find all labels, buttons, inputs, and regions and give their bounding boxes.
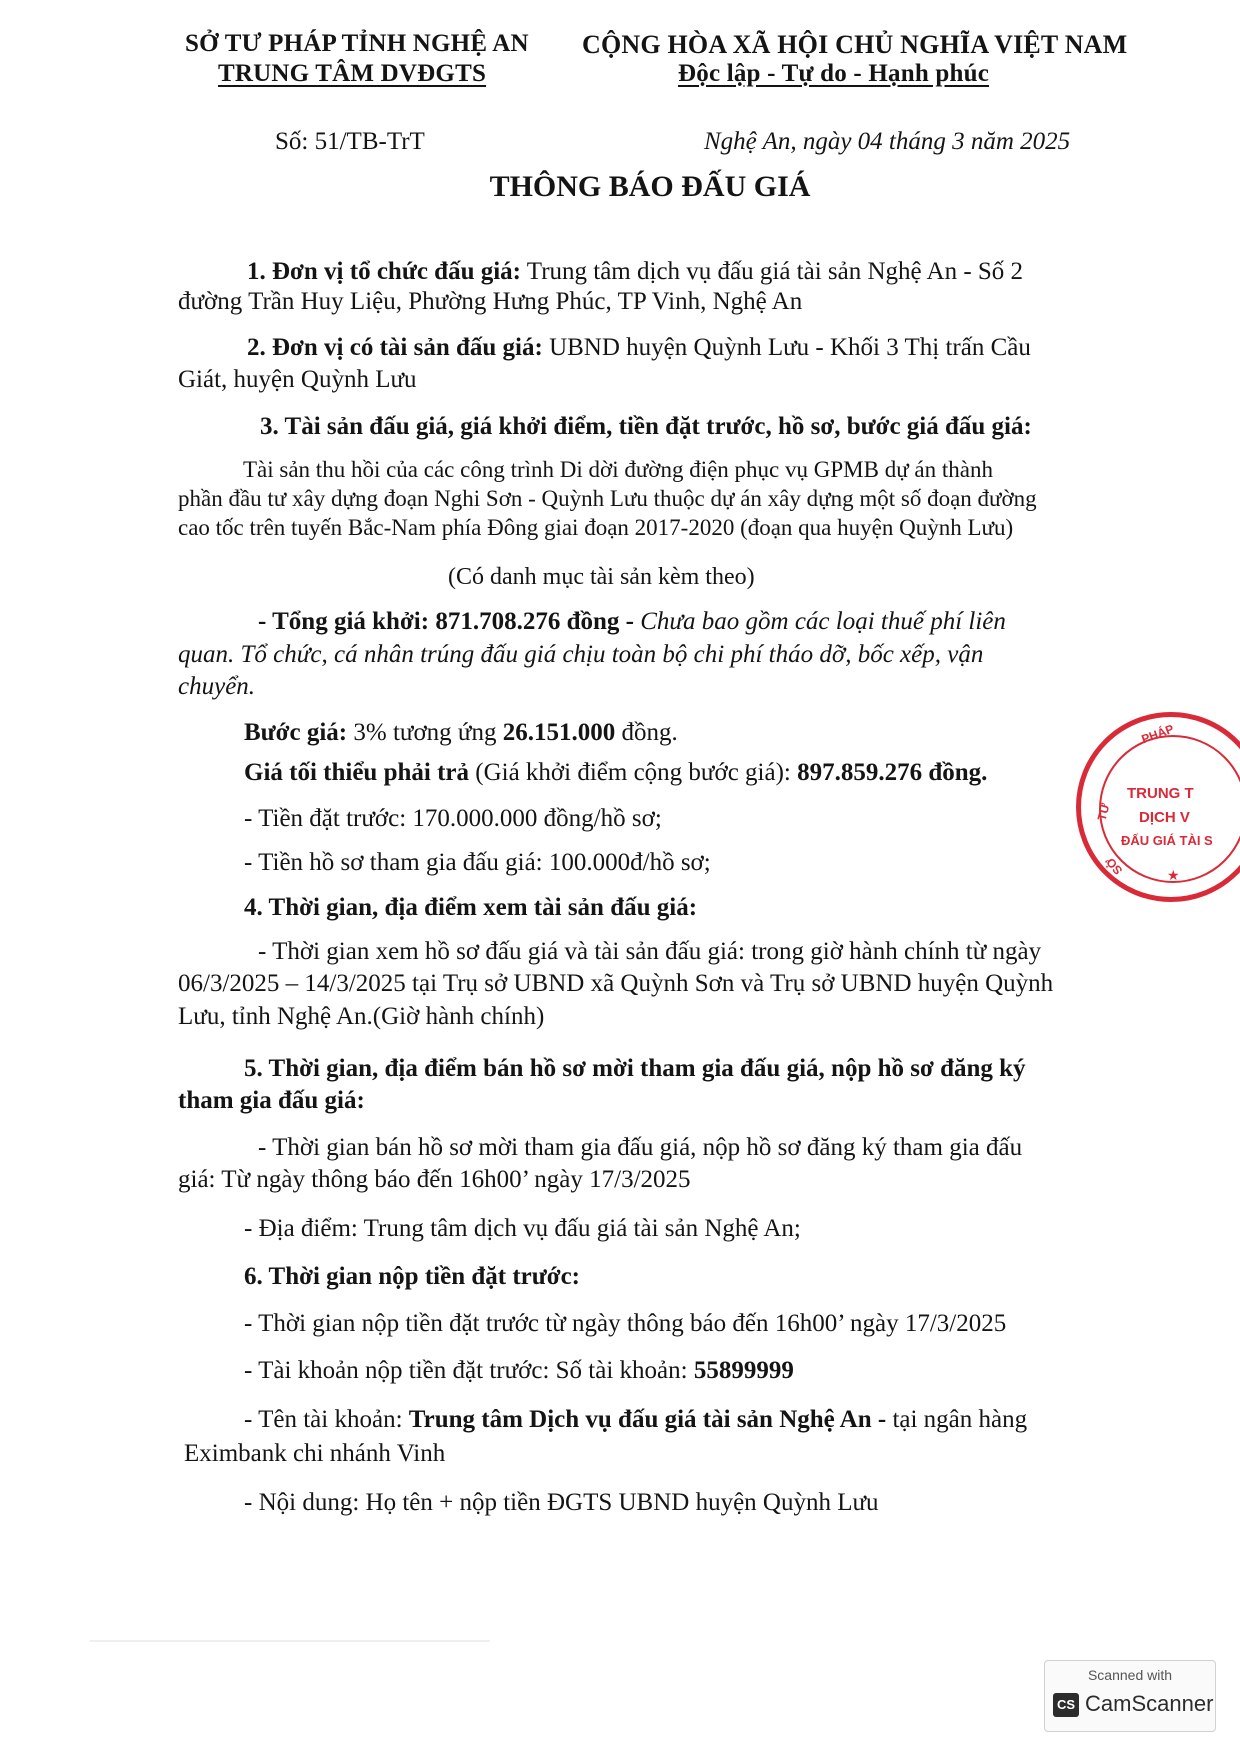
national-title: CỘNG HÒA XÃ HỘI CHỦ NGHĨA VIỆT NAM — [582, 30, 1128, 59]
account-name-line: - Tên tài khoản: Trung tâm Dịch vụ đấu giá tài sản Nghệ An - tại ngân hàng — [244, 1406, 1028, 1433]
scan-artifact — [90, 1640, 490, 1642]
section-2-label: 2. Đơn vị có tài sản đấu giá: — [247, 334, 543, 361]
application-fee: - Tiền hồ sơ tham gia đấu giá: 100.000đ/hồ sơ; — [244, 849, 711, 876]
payment-content: - Nội dung: Họ tên + nộp tiền ĐGTS UBND huyện Quỳnh Lưu — [244, 1489, 879, 1516]
section-1-label: 1. Đơn vị tổ chức đấu giá: — [247, 258, 521, 285]
total-price: - Tổng giá khởi: 871.708.276 đồng - — [258, 608, 634, 635]
section-4-line-2: 06/3/2025 – 14/3/2025 tại Trụ sở UBND xã Quỳnh Sơn và Trụ sở UBND huyện Quỳnh — [178, 970, 1054, 997]
document-date: Nghệ An, ngày 04 tháng 3 năm 2025 — [704, 128, 1071, 155]
section-5-label-1: 5. Thời gian, địa điểm bán hồ sơ mời tham gia đấu giá, nộp hồ sơ đăng ký — [244, 1055, 1026, 1082]
asset-desc-line-1: Tài sản thu hồi của các công trình Di dời đường điện phục vụ GPMB dự án thành — [243, 457, 993, 482]
asset-desc-line-2: phần đầu tư xây dựng đoạn Nghi Sơn - Quỳnh Lưu thuộc dự án xây dựng một số đoạn đường — [178, 486, 1037, 511]
minimum-price: Giá tối thiểu phải trả (Giá khởi điểm cộng bước giá): 897.859.276 đồng. — [244, 759, 988, 786]
total-note-line-2: quan. Tổ chức, cá nhân trúng đấu giá chịu toàn bộ chi phí tháo dỡ, bốc xếp, vận — [178, 641, 984, 668]
section-2-line-1: 2. Đơn vị có tài sản đấu giá: UBND huyện Quỳnh Lưu - Khối 3 Thị trấn Cầu — [247, 334, 1031, 361]
agency-name: SỞ TƯ PHÁP TỈNH NGHỆ AN — [185, 30, 529, 57]
account-number: 55899999 — [693, 1357, 794, 1384]
section-3-label: 3. Tài sản đấu giá, giá khởi điểm, tiền đặt trước, hồ sơ, bước giá đấu giá: — [260, 413, 1032, 440]
deposit-amount: - Tiền đặt trước: 170.000.000 đồng/hồ sơ; — [244, 805, 662, 832]
account-name: Trung tâm Dịch vụ đấu giá tài sản Nghệ An - — [408, 1406, 887, 1433]
center-name: TRUNG TÂM DVĐGTS — [218, 60, 487, 87]
asset-desc-line-3: cao tốc trên tuyến Bắc-Nam phía Đông giai đoạn 2017-2020 (đoạn qua huyện Quỳnh Lưu) — [178, 515, 1014, 540]
section-5-place: - Địa điểm: Trung tâm dịch vụ đấu giá tài sản Nghệ An; — [244, 1215, 801, 1242]
page-title: THÔNG BÁO ĐẤU GIÁ — [489, 170, 811, 203]
section-4-label: 4. Thời gian, địa điểm xem tài sản đấu giá: — [244, 894, 698, 921]
deposit-account: - Tài khoản nộp tiền đặt trước: Số tài khoản: 55899999 — [244, 1357, 794, 1384]
national-motto: Độc lập - Tự do - Hạnh phúc — [678, 60, 989, 87]
deposit-time: - Thời gian nộp tiền đặt trước từ ngày thông báo đến 16h00’ ngày 17/3/2025 — [244, 1310, 1007, 1337]
total-price-line: - Tổng giá khởi: 871.708.276 đồng - Chưa bao gồm các loại thuế phí liên — [258, 608, 1006, 635]
section-1-line-2: đường Trần Huy Liệu, Phường Hưng Phúc, TP Vinh, Nghệ An — [178, 288, 803, 315]
section-6-label: 6. Thời gian nộp tiền đặt trước: — [244, 1263, 581, 1290]
document-number: Số: 51/TB-TrT — [275, 128, 425, 155]
total-note-line-3: chuyển. — [178, 673, 256, 700]
camscanner-badge: Scanned with CS CamScanner — [1044, 1660, 1216, 1732]
section-1-line-1: 1. Đơn vị tổ chức đấu giá: Trung tâm dịch vụ đấu giá tài sản Nghệ An - Số 2 — [247, 258, 1024, 285]
section-5-line-1: - Thời gian bán hồ sơ mời tham gia đấu giá, nộp hồ sơ đăng ký tham gia đấu — [258, 1134, 1023, 1161]
camscanner-logo-icon: CS — [1053, 1693, 1079, 1717]
section-5-label-2: tham gia đấu giá: — [178, 1087, 365, 1114]
official-seal: PHÁP TƯ SỞ TRUNG T DỊCH V ĐẤU GIÁ TÀI S ★ — [1076, 712, 1240, 902]
section-4-line-1: - Thời gian xem hồ sơ đấu giá và tài sản đấu giá: trong giờ hành chính từ ngày — [258, 938, 1042, 965]
seal-star-icon: ★ — [1167, 867, 1180, 883]
section-4-line-3: Lưu, tỉnh Nghệ An.(Giờ hành chính) — [178, 1003, 545, 1030]
bid-step: Bước giá: 3% tương ứng 26.151.000 đồng. — [244, 719, 678, 746]
bank-name: Eximbank chi nhánh Vinh — [184, 1440, 446, 1467]
camscanner-brand: CamScanner — [1085, 1691, 1214, 1716]
section-2-line-2: Giát, huyện Quỳnh Lưu — [178, 366, 417, 393]
section-5-line-2: giá: Từ ngày thông báo đến 16h00’ ngày 17/3/2025 — [178, 1166, 691, 1193]
attachment-note: (Có danh mục tài sản kèm theo) — [448, 564, 755, 590]
